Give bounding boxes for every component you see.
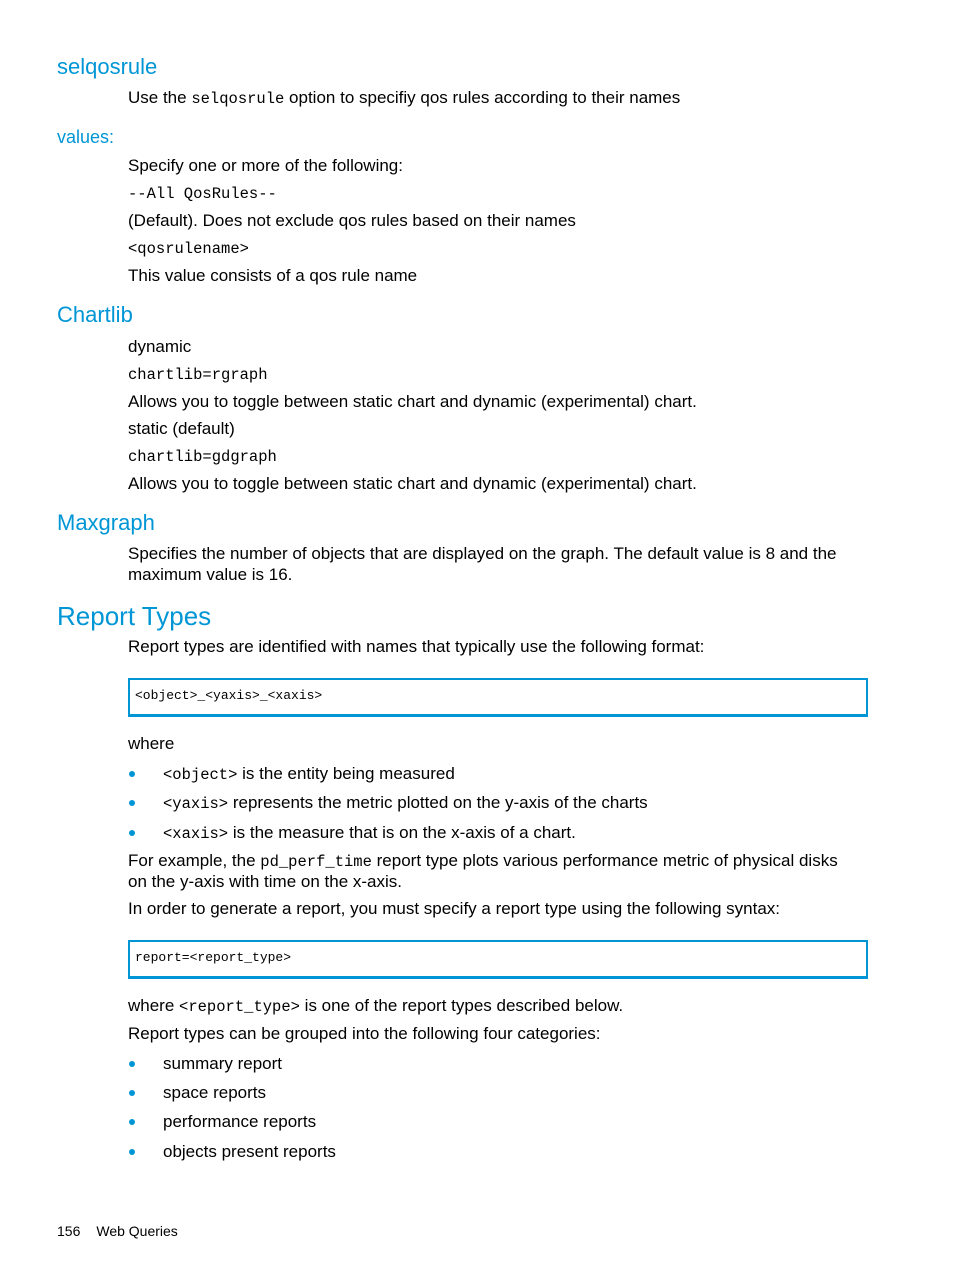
page-number: 156 xyxy=(57,1223,81,1239)
example-code: pd_perf_time xyxy=(260,853,372,871)
bullet-code: <xaxis> xyxy=(163,825,229,843)
bullet-icon xyxy=(129,771,135,777)
bullet-text: represents the metric plotted on the y-axis of the charts xyxy=(228,793,648,812)
bullet-item-xaxis xyxy=(163,823,576,843)
heading-selqosrule: selqosrule xyxy=(57,54,158,79)
where2-line xyxy=(128,996,623,1016)
heading-maxgraph: Maxgraph xyxy=(57,510,155,535)
bullet-text: is the entity being measured xyxy=(237,764,455,783)
values-option2-desc: This value consists of a qos rule name xyxy=(128,266,418,285)
category-item: space reports xyxy=(163,1083,266,1102)
bullet-code: <object> xyxy=(163,766,238,784)
bullet-icon xyxy=(129,1061,135,1067)
example-line2: on the y-axis with time on the x-axis. xyxy=(128,872,403,891)
chartlib-static-label: static (default) xyxy=(128,419,235,438)
chartlib-static-desc: Allows you to toggle between static chart and dynamic (experimental) chart. xyxy=(128,474,697,493)
chartlib-static-code: chartlib=gdgraph xyxy=(128,448,277,466)
example-pre: For example, the xyxy=(128,851,261,870)
selqosrule-description xyxy=(128,88,680,108)
desc-pre: Use the xyxy=(128,88,192,107)
syntax-code-box xyxy=(128,940,868,979)
bullet-code: <yaxis> xyxy=(163,795,229,813)
desc-code: selqosrule xyxy=(191,90,285,108)
bullet-icon xyxy=(129,1149,135,1155)
maxgraph-desc-line1: Specifies the number of objects that are displayed on the graph. The default value is 8 and the xyxy=(128,544,837,563)
bullet-icon xyxy=(129,830,135,836)
where-label: where xyxy=(128,734,175,753)
values-option1-code: --All QosRules-- xyxy=(128,185,277,203)
heading-values: values: xyxy=(57,127,115,147)
where2-code: <report_type> xyxy=(179,998,300,1016)
category-item: performance reports xyxy=(163,1112,317,1131)
category-item: objects present reports xyxy=(163,1142,336,1161)
bullet-icon xyxy=(129,1119,135,1125)
syntax-code: report=<report_type> xyxy=(135,950,292,965)
category-item: summary report xyxy=(163,1054,283,1073)
bullet-text: is the measure that is on the x-axis of a chart. xyxy=(228,823,576,842)
desc-post: option to specifiy qos rules according to their names xyxy=(284,88,681,107)
footer-section: Web Queries xyxy=(96,1223,178,1239)
categories-intro: Report types can be grouped into the following four categories: xyxy=(128,1024,601,1043)
page-footer xyxy=(57,1223,178,1239)
bullet-icon xyxy=(129,1090,135,1096)
values-intro: Specify one or more of the following: xyxy=(128,156,403,175)
report-types-intro: Report types are identified with names that typically use the following format: xyxy=(128,637,705,656)
where2-pre: where xyxy=(128,996,180,1015)
chartlib-dynamic-code: chartlib=rgraph xyxy=(128,366,268,384)
bullet-item-object xyxy=(163,764,455,784)
values-option1-desc: (Default). Does not exclude qos rules based on their names xyxy=(128,211,576,230)
chartlib-dynamic-desc: Allows you to toggle between static chart and dynamic (experimental) chart. xyxy=(128,392,697,411)
heading-report-types: Report Types xyxy=(57,601,212,631)
format-code-box xyxy=(128,678,868,717)
values-option2-code: <qosrulename> xyxy=(128,240,249,258)
example-post: report type plots various performance metric of physical disks xyxy=(371,851,838,870)
bullet-icon xyxy=(129,800,135,806)
chartlib-dynamic-label: dynamic xyxy=(128,337,192,356)
maxgraph-desc-line2: maximum value is 16. xyxy=(128,565,293,584)
example-line1 xyxy=(128,851,838,871)
bullet-item-yaxis xyxy=(163,793,648,813)
syntax-intro: In order to generate a report, you must specify a report type using the following syntax: xyxy=(128,899,781,918)
format-code: <object>_<yaxis>_<xaxis> xyxy=(135,688,323,703)
where2-post: is one of the report types described below. xyxy=(299,996,624,1015)
heading-chartlib: Chartlib xyxy=(57,302,133,327)
